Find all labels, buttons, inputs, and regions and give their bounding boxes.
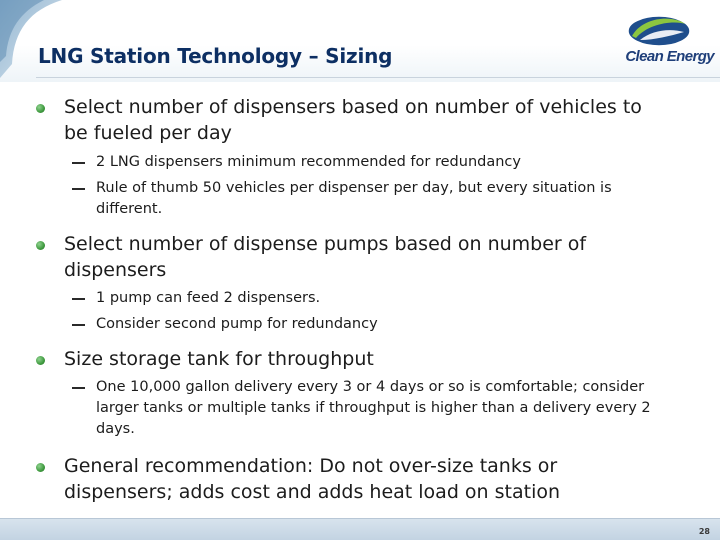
dash-icon (72, 298, 85, 300)
sub-bullet-text: 2 LNG dispensers minimum recommended for redundancy (96, 154, 521, 170)
sub-bullet-text: Consider second pump for redundancy (96, 316, 378, 332)
title-divider (36, 77, 720, 78)
bullet-text: Size storage tank for throughput (64, 348, 374, 370)
clean-energy-logo (604, 14, 714, 70)
bullet-dot-icon (36, 463, 45, 472)
bullet-dot-icon (36, 104, 45, 113)
dash-icon (72, 387, 85, 389)
footer-band (0, 518, 720, 540)
bullet-text: Select number of dispensers based on number of vehicles to be fueled per day (64, 96, 642, 144)
clean-energy-logo-mark-icon (626, 14, 692, 48)
sub-bullet-text: 1 pump can feed 2 dispensers. (96, 290, 321, 306)
dash-icon (72, 188, 85, 190)
bullet-dot-icon (36, 241, 45, 250)
bullet-text: General recommendation: Do not over-size tanks or dispensers; adds cost and adds heat load on station (64, 455, 561, 503)
sub-bullet-text: One 10,000 gallon delivery every 3 or 4 days or so is comfortable; consider larger tanks or multiple tanks if throughput is higher than a delivery every 2 days. (96, 379, 651, 437)
sub-bullet-text: Rule of thumb 50 vehicles per dispenser per day, but every situation is different. (96, 180, 612, 217)
footer-divider (0, 518, 720, 519)
dash-icon (72, 162, 85, 164)
page-number: 28 (698, 527, 710, 536)
bullet-dot-icon (36, 356, 45, 365)
bullet-text: Select number of dispense pumps based on number of dispensers (64, 233, 587, 281)
logo-wordmark: Clean Energy (625, 48, 714, 65)
dash-icon (72, 324, 85, 326)
slide-title: LNG Station Technology – Sizing (38, 44, 393, 68)
header-swoosh (0, 0, 120, 82)
